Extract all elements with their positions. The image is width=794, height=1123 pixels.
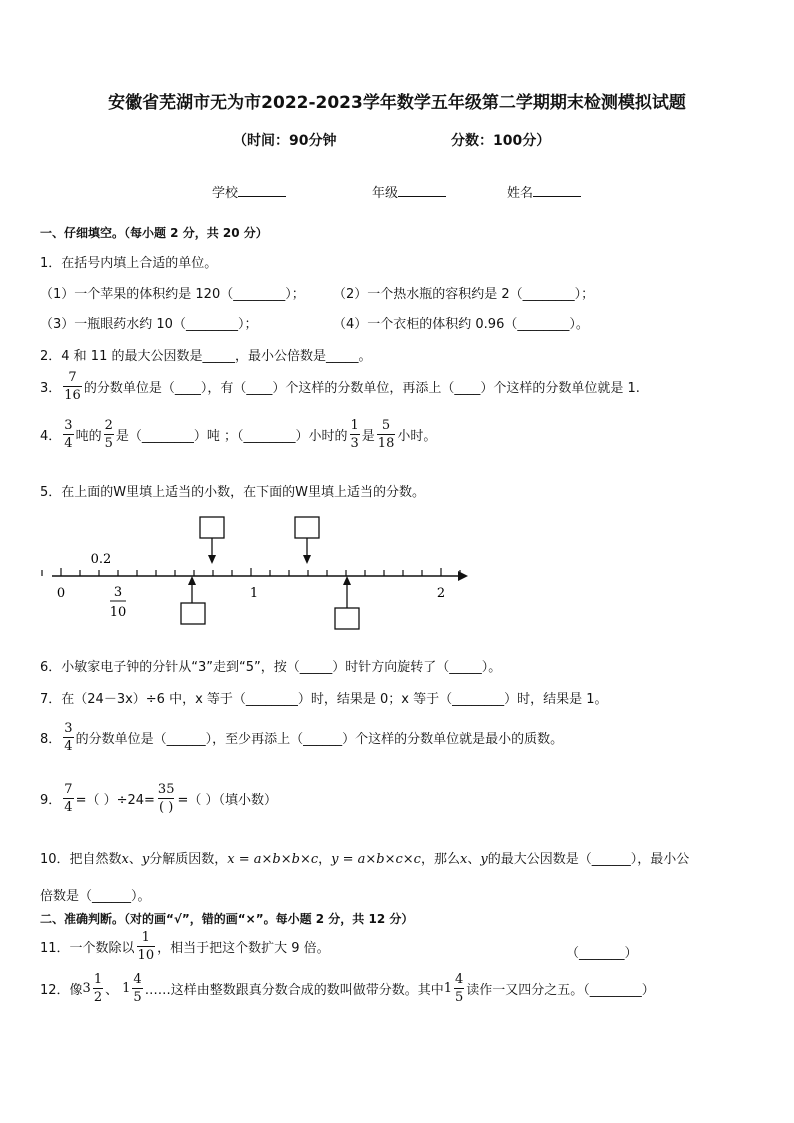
q1-a: （1）一个苹果的体积约是 120（________）； — [40, 287, 305, 302]
school-label: 学校 — [212, 186, 239, 201]
q11-answer-blank[interactable]: （_______） — [566, 946, 638, 961]
section-2-heading: 二、准确判断。（对的画“√”，错的画“×”。每小题 2 分，共 12 分） — [40, 912, 414, 926]
q8-number: 8． — [40, 732, 62, 747]
q4-fraction-4: $\frac{5}{18}$ — [377, 418, 395, 451]
arrow-down-icon — [303, 555, 311, 564]
q8-fraction: $\frac{3}{4}$ — [64, 721, 73, 754]
q9: 9． $\frac{7}{4}$ =（ ）÷24= $\frac{35}{( )}$ =（ ）（填小数） — [40, 782, 277, 815]
q4-fraction-3: $\frac{1}{3}$ — [350, 418, 359, 451]
q8-text: 的分数单位是（______），至少再添上（______）个这样的分数单位就是最小的质数。 — [75, 732, 564, 747]
q9-fraction-1: $\frac{7}{4}$ — [64, 782, 73, 815]
label-2: 2 — [436, 586, 446, 601]
grade-blank[interactable] — [398, 184, 446, 197]
grade-field[interactable] — [372, 182, 446, 201]
number-line-ticks — [42, 568, 460, 576]
q1-b: （2）一个热水瓶的容积约是 2（________）； — [333, 287, 595, 302]
time-label: （时间：90分钟 — [233, 133, 337, 149]
q4: 4． $\frac{3}{4}$ 吨的 $\frac{2}{5}$ 是（________）吨 ；（________）小时的 $\frac{1}{3}$ 是 $\frac{5}{18}$ 小时。 — [40, 418, 437, 451]
q2: 2．4 和 11 的最大公因数是_____，最小公倍数是_____。 — [40, 349, 372, 364]
school-blank[interactable] — [238, 184, 286, 197]
q3-fraction: $\frac{7}{16}$ — [64, 370, 81, 403]
answer-box-bottom-2[interactable] — [335, 608, 359, 629]
q4-fraction-1: $\frac{3}{4}$ — [64, 418, 73, 451]
q11-fraction: $\frac{1}{10}$ — [137, 930, 155, 963]
q12-fraction-1: $\frac{1}{2}$ — [93, 972, 103, 1005]
answer-box-bottom-1[interactable] — [181, 603, 205, 624]
answer-box-top-2[interactable] — [295, 517, 319, 538]
q1-d: （4）一个衣柜的体积约 0.96（________）。 — [333, 317, 589, 332]
q12: 12．像 3 $\frac{1}{2}$ 、 1 $\frac{4}{5}$ ……这样由整数跟真分数合成的数叫做带分数。其中 1 $\frac{4}{5}$ 读作一又四分之五。（________） — [40, 972, 655, 1005]
q5-stem: 5．在上面的W里填上适当的小数，在下面的W里填上适当的分数。 — [40, 485, 425, 500]
q3-text: 的分数单位是（____），有（____）个这样的分数单位，再添上（____）个这样的分数单位就是 1. — [83, 381, 640, 396]
q12-fraction-2: $\frac{4}{5}$ — [133, 972, 142, 1005]
label-0-2: 0.2 — [90, 552, 112, 567]
label-1: 1 — [249, 586, 259, 601]
q1-stem: 1．在括号内填上合适的单位。 — [40, 256, 218, 271]
name-label: 姓名 — [507, 186, 534, 201]
arrow-up-icon — [188, 576, 196, 585]
label-0: 0 — [56, 586, 66, 601]
q9-number: 9． — [40, 793, 62, 808]
q1-c: （3）一瓶眼药水约 10（________）； — [40, 317, 258, 332]
q4-fraction-2: $\frac{2}{5}$ — [104, 418, 113, 451]
q9-fraction-2: $\frac{35}{( )}$ — [157, 782, 175, 815]
name-field[interactable] — [507, 182, 581, 201]
q3 — [40, 371, 640, 402]
frac-den: 10 — [109, 605, 127, 620]
q4-number: 4． — [40, 429, 62, 444]
grade-label: 年级 — [372, 186, 399, 201]
frac-num: 3 — [113, 585, 123, 600]
school-field[interactable] — [212, 182, 286, 201]
section-1-heading: 一、仔细填空。（每小题 2 分，共 20 分） — [40, 226, 268, 240]
q12-fraction-3: $\frac{4}{5}$ — [454, 972, 464, 1005]
page-title: 安徽省芜湖市无为市2022-2023学年数学五年级第二学期期末检测模拟试题 — [108, 93, 686, 113]
arrow-down-icon — [208, 555, 216, 564]
q10-line-2: 倍数是（______）。 — [40, 889, 151, 904]
q8 — [40, 722, 563, 753]
q3-number: 3． — [40, 381, 62, 396]
q6: 6．小敏家电子钟的分针从“3”走到“5”，按（_____）时针方向旋转了（_____）。 — [40, 660, 502, 675]
q7: 7．在（24－3x）÷6 中，x 等于（________）时，结果是 0；x 等于（________）时，结果是 1。 — [40, 692, 608, 707]
arrow-up-icon — [343, 576, 351, 585]
number-line-figure — [40, 508, 480, 638]
q10-line-1: 10．把自然数x、y分解质因数，x = a×b×b×c，y = a×b×c×c，那么x、y的最大公因数是（______），最小公 — [40, 852, 690, 867]
score-label: 分数：100分） — [451, 133, 551, 149]
answer-box-top-1[interactable] — [200, 517, 224, 538]
q11: 11．一个数除以 $\frac{1}{10}$ ，相当于把这个数扩大 9 倍。 — [40, 930, 330, 963]
name-blank[interactable] — [533, 184, 581, 197]
